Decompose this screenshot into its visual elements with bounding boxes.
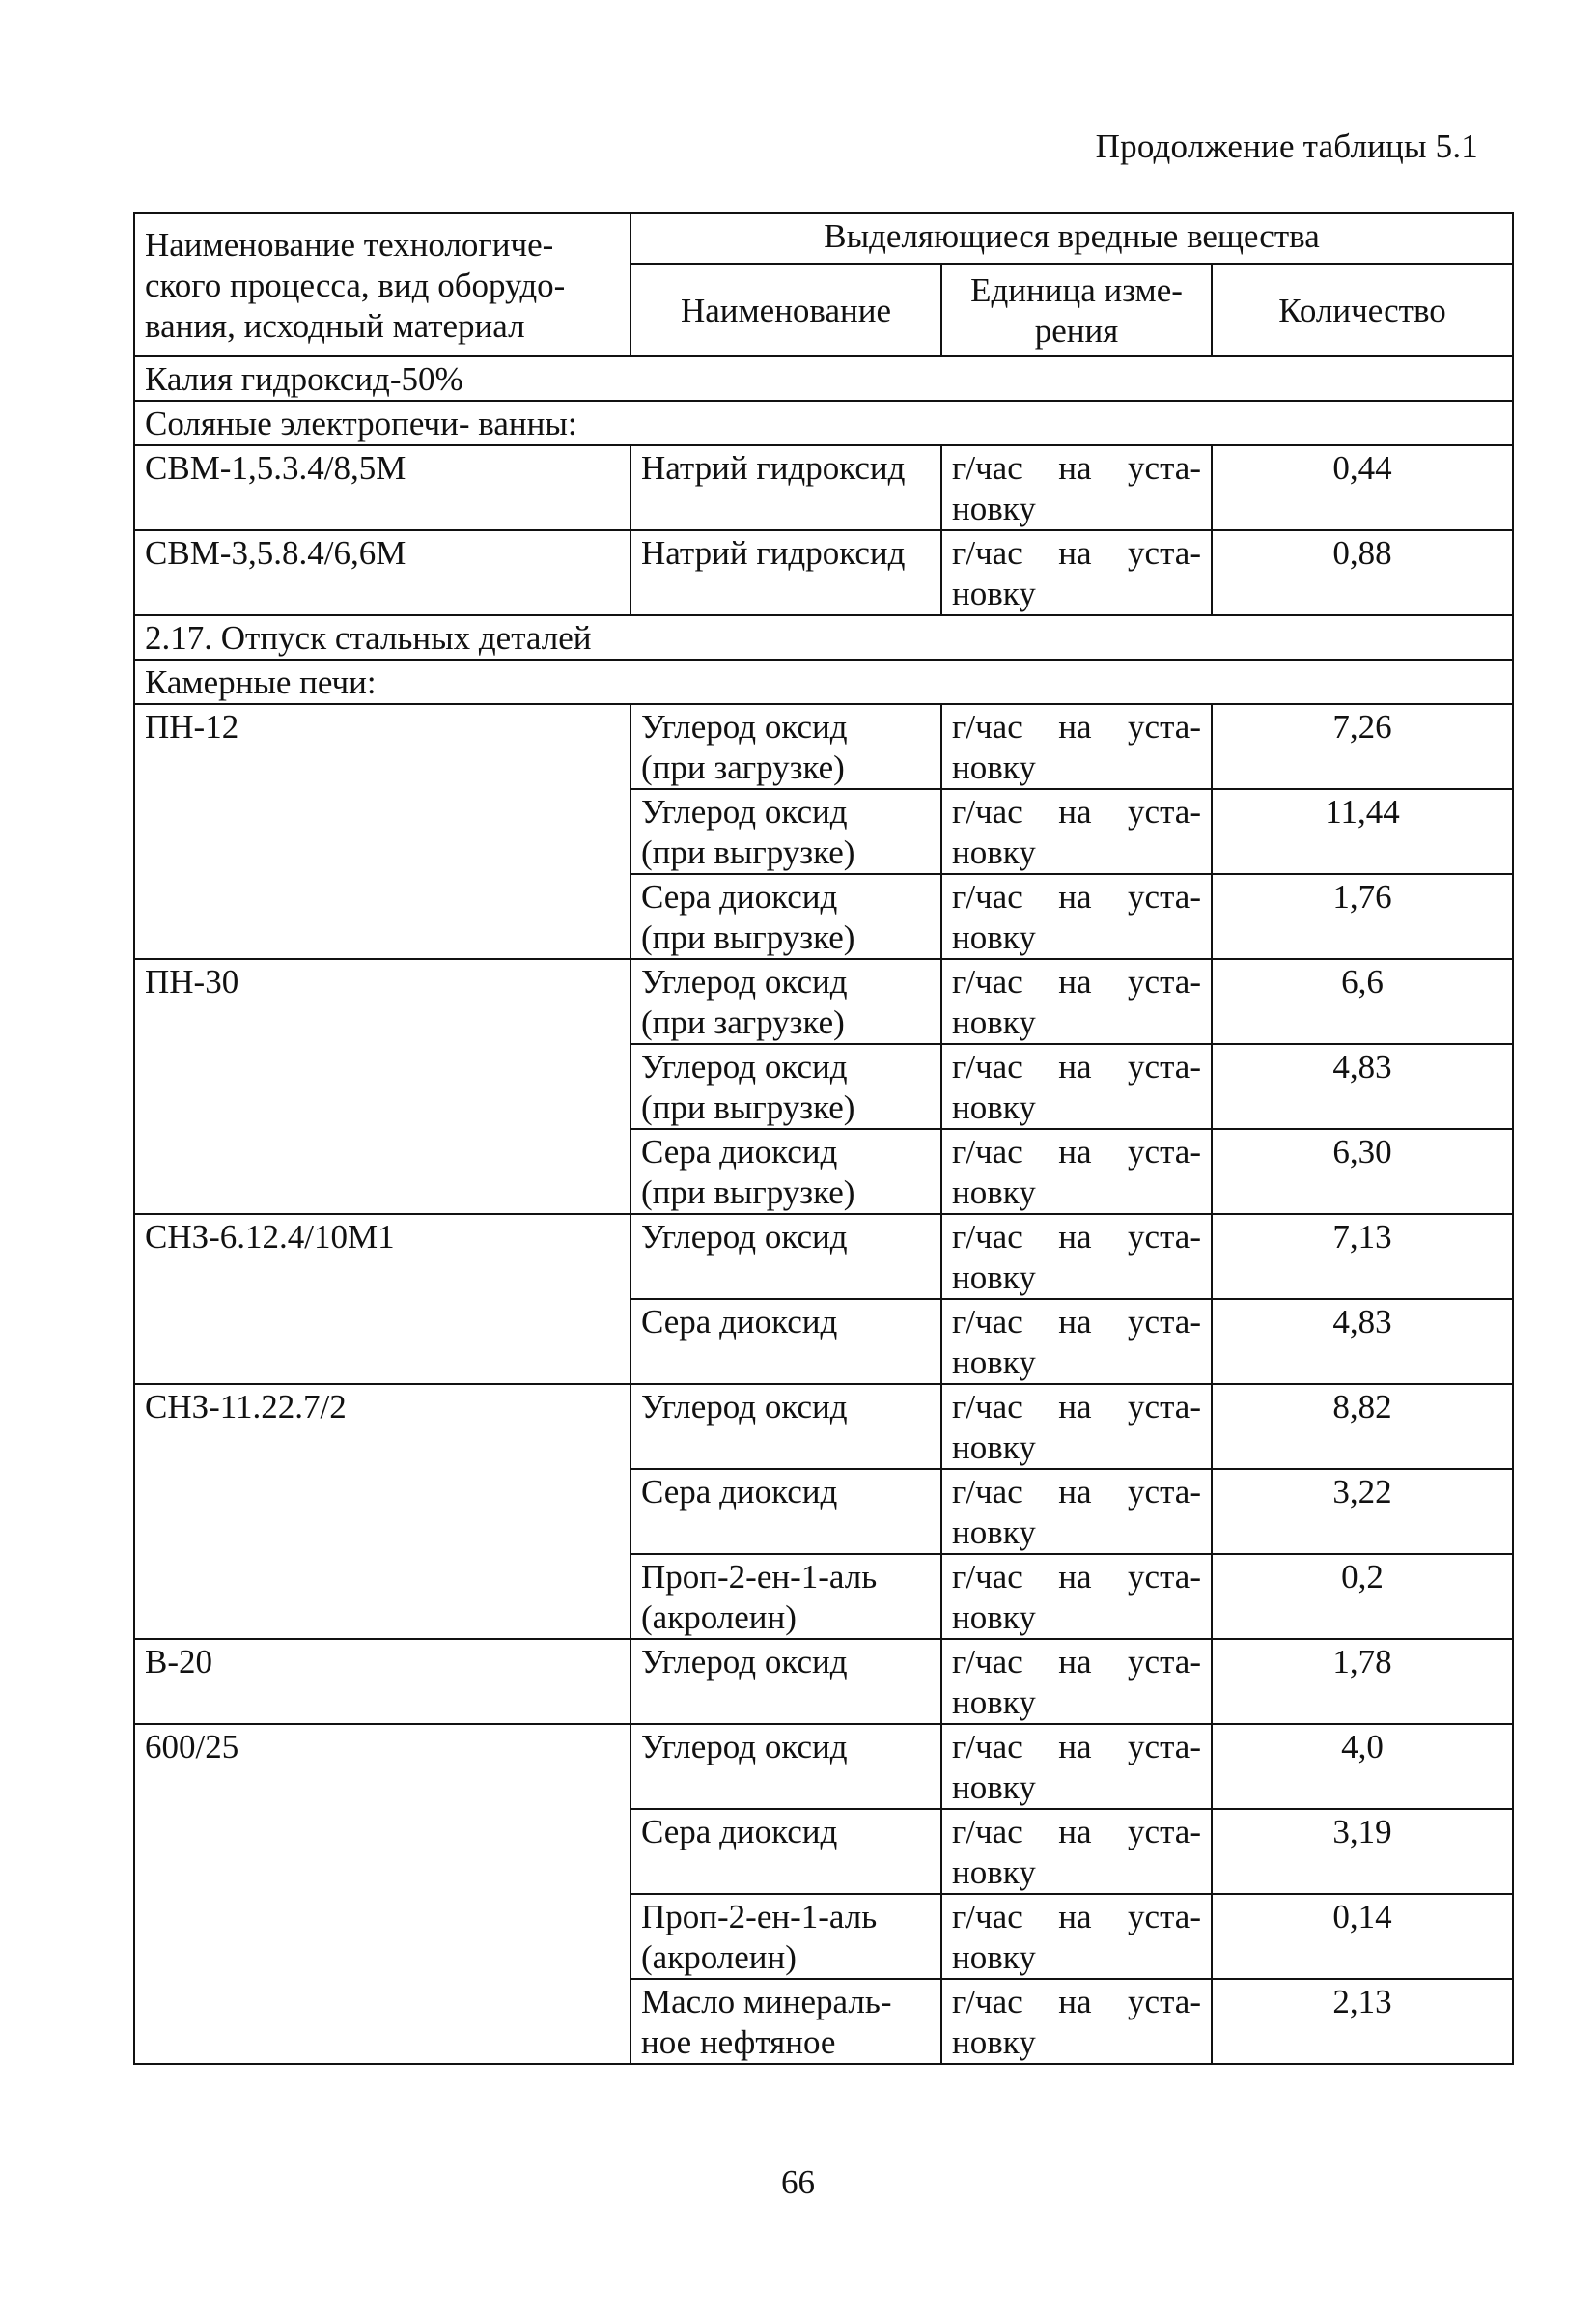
substance-line: (при выгрузке)	[641, 1173, 855, 1211]
unit-word: уста-	[1128, 878, 1201, 916]
table-row	[134, 704, 1513, 789]
unit-word: новку	[952, 1513, 1036, 1551]
unit-word: новку	[952, 1428, 1036, 1466]
substance-cell	[630, 1044, 941, 1129]
unit-line-1	[952, 448, 1201, 489]
unit-text	[952, 707, 1201, 788]
unit-word: г/час	[952, 1133, 1022, 1171]
quantity-cell: 0,44	[1212, 445, 1513, 530]
unit-word: на	[1058, 1388, 1092, 1426]
unit-line-1	[952, 533, 1201, 574]
unit-word: на	[1058, 449, 1092, 487]
unit-word: новку	[952, 490, 1036, 527]
unit-cell	[941, 1469, 1212, 1554]
quantity-cell: 8,82	[1212, 1384, 1513, 1469]
substance-line: Углерод оксид	[641, 1218, 848, 1256]
unit-word: уста-	[1128, 449, 1201, 487]
unit-line-1	[952, 1982, 1201, 2022]
unit-line-1	[952, 1132, 1201, 1172]
unit-text	[952, 1557, 1201, 1638]
unit-line-2	[952, 1087, 1201, 1128]
unit-text	[952, 1387, 1201, 1468]
unit-word: новку	[952, 1768, 1036, 1806]
substance-cell	[630, 1129, 941, 1214]
substance-line: Углерод оксид	[641, 793, 848, 831]
substance-cell	[630, 1299, 941, 1384]
quantity-cell: 4,0	[1212, 1724, 1513, 1809]
substance-line: Углерод оксид	[641, 1388, 848, 1426]
unit-word: уста-	[1128, 534, 1201, 572]
section-row	[134, 660, 1513, 704]
table-continuation-caption: Продолжение таблицы 5.1	[1095, 127, 1478, 165]
unit-word: уста-	[1128, 1728, 1201, 1765]
unit-word: уста-	[1128, 1133, 1201, 1171]
unit-cell	[941, 1979, 1212, 2064]
page-number: 66	[781, 2163, 815, 2201]
unit-line-2	[952, 1512, 1201, 1553]
unit-line-2	[952, 1257, 1201, 1298]
quantity-cell: 3,19	[1212, 1809, 1513, 1894]
header-process-line: Наименование технологиче-	[145, 226, 554, 264]
table-row	[134, 959, 1513, 1044]
unit-word: на	[1058, 878, 1092, 916]
unit-word: г/час	[952, 793, 1022, 831]
unit-word: г/час	[952, 1303, 1022, 1341]
substance-line: Масло минераль-	[641, 1983, 892, 2020]
quantity-cell: 1,76	[1212, 874, 1513, 959]
unit-word: г/час	[952, 1388, 1022, 1426]
unit-word: г/час	[952, 449, 1022, 487]
unit-word: новку	[952, 1088, 1036, 1126]
unit-cell	[941, 1384, 1212, 1469]
unit-word: уста-	[1128, 1218, 1201, 1256]
substance-cell	[630, 1214, 941, 1299]
quantity-cell: 0,14	[1212, 1894, 1513, 1979]
substance-cell: Натрий гидроксид	[630, 530, 941, 615]
header-unit-line: Единица изме-	[970, 271, 1183, 309]
unit-text	[952, 533, 1201, 614]
header-unit	[941, 264, 1212, 356]
unit-word: г/час	[952, 1983, 1022, 2020]
unit-text	[952, 1472, 1201, 1553]
unit-word: на	[1058, 793, 1092, 831]
equipment-cell: ПН-12	[134, 704, 630, 959]
unit-word: уста-	[1128, 1558, 1201, 1596]
unit-word: на	[1058, 1558, 1092, 1596]
unit-line-1	[952, 962, 1201, 1003]
substance-cell	[630, 704, 941, 789]
unit-word: г/час	[952, 534, 1022, 572]
table-row	[134, 1639, 1513, 1724]
quantity-cell: 0,88	[1212, 530, 1513, 615]
substance-cell: Натрий гидроксид	[630, 445, 941, 530]
equipment-cell: СВМ-3,5.8.4/6,6М	[134, 530, 630, 615]
unit-word: уста-	[1128, 1388, 1201, 1426]
quantity-cell: 3,22	[1212, 1469, 1513, 1554]
table-row	[134, 1384, 1513, 1469]
unit-text	[952, 1727, 1201, 1808]
unit-word: новку	[952, 1003, 1036, 1041]
unit-line-1	[952, 1557, 1201, 1597]
section-title: 2.17. Отпуск стальных деталей	[134, 615, 1513, 660]
unit-cell	[941, 704, 1212, 789]
unit-word: уста-	[1128, 1473, 1201, 1511]
unit-cell	[941, 789, 1212, 874]
substance-line: Проп-2-ен-1-аль	[641, 1898, 878, 1935]
unit-line-2	[952, 1937, 1201, 1978]
table-row	[134, 1724, 1513, 1809]
unit-text	[952, 1897, 1201, 1978]
unit-line-2	[952, 748, 1201, 788]
quantity-cell: 1,78	[1212, 1639, 1513, 1724]
unit-word: новку	[952, 833, 1036, 871]
unit-line-2	[952, 1767, 1201, 1808]
unit-word: новку	[952, 1683, 1036, 1721]
unit-word: г/час	[952, 1643, 1022, 1681]
substance-cell	[630, 1809, 941, 1894]
substance-line: (при выгрузке)	[641, 918, 855, 956]
unit-word: новку	[952, 1343, 1036, 1381]
substance-line: Сера диоксид	[641, 878, 838, 916]
unit-word: новку	[952, 748, 1036, 786]
substance-line: Углерод оксид	[641, 963, 848, 1001]
unit-word: г/час	[952, 708, 1022, 746]
unit-line-2	[952, 574, 1201, 614]
unit-line-1	[952, 707, 1201, 748]
unit-word: г/час	[952, 878, 1022, 916]
unit-text	[952, 877, 1201, 958]
substance-line: Сера диоксид	[641, 1813, 838, 1850]
unit-line-2	[952, 1342, 1201, 1383]
substance-line: (акролеин)	[641, 1938, 797, 1976]
unit-word: на	[1058, 1218, 1092, 1256]
unit-line-2	[952, 1597, 1201, 1638]
unit-word: на	[1058, 1728, 1092, 1765]
unit-word: уста-	[1128, 1898, 1201, 1935]
unit-cell	[941, 1299, 1212, 1384]
quantity-cell: 4,83	[1212, 1044, 1513, 1129]
table-row	[134, 1214, 1513, 1299]
header-quantity: Количество	[1212, 264, 1513, 356]
table-row	[134, 445, 1513, 530]
substance-cell	[630, 1979, 941, 2064]
equipment-cell: СВМ-1,5.3.4/8,5М	[134, 445, 630, 530]
unit-word: г/час	[952, 1813, 1022, 1850]
substance-line: (при выгрузке)	[641, 1088, 855, 1126]
substance-line: (при выгрузке)	[641, 833, 855, 871]
unit-word: новку	[952, 2023, 1036, 2061]
unit-word: на	[1058, 963, 1092, 1001]
unit-line-1	[952, 1217, 1201, 1257]
unit-cell	[941, 1724, 1212, 1809]
unit-word: на	[1058, 1898, 1092, 1935]
unit-word: на	[1058, 1048, 1092, 1086]
equipment-cell: 600/25	[134, 1724, 630, 2064]
unit-line-1	[952, 1387, 1201, 1427]
header-process	[134, 213, 630, 356]
header-process-line: ского процесса, вид оборудо-	[145, 267, 566, 304]
unit-line-2	[952, 1003, 1201, 1043]
unit-word: уста-	[1128, 1643, 1201, 1681]
header-unit-line: рения	[1034, 312, 1119, 350]
unit-line-2	[952, 1682, 1201, 1723]
unit-line-1	[952, 1472, 1201, 1512]
section-row	[134, 615, 1513, 660]
unit-text	[952, 448, 1201, 529]
unit-cell	[941, 1129, 1212, 1214]
unit-line-1	[952, 1812, 1201, 1852]
unit-word: новку	[952, 1258, 1036, 1296]
unit-word: г/час	[952, 1048, 1022, 1086]
quantity-cell: 6,30	[1212, 1129, 1513, 1214]
unit-word: на	[1058, 1473, 1092, 1511]
substance-line: ное нефтяное	[641, 2023, 836, 2061]
unit-text	[952, 792, 1201, 873]
substance-cell	[630, 789, 941, 874]
unit-cell	[941, 1554, 1212, 1639]
unit-word: уста-	[1128, 963, 1201, 1001]
table-row	[134, 530, 1513, 615]
unit-text	[952, 1642, 1201, 1723]
substance-line: Углерод оксид	[641, 1643, 848, 1681]
unit-line-2	[952, 2022, 1201, 2063]
unit-word: на	[1058, 1983, 1092, 2020]
unit-word: новку	[952, 1173, 1036, 1211]
unit-cell	[941, 530, 1212, 615]
section-title: Калия гидроксид-50%	[134, 356, 1513, 401]
unit-word: новку	[952, 1598, 1036, 1636]
unit-text	[952, 1302, 1201, 1383]
quantity-cell: 11,44	[1212, 789, 1513, 874]
substance-line: Проп-2-ен-1-аль	[641, 1558, 878, 1596]
unit-line-1	[952, 877, 1201, 918]
unit-text	[952, 962, 1201, 1043]
unit-text	[952, 1047, 1201, 1128]
unit-word: г/час	[952, 1558, 1022, 1596]
section-row	[134, 401, 1513, 445]
unit-cell	[941, 1639, 1212, 1724]
unit-word: новку	[952, 1853, 1036, 1891]
unit-word: на	[1058, 1133, 1092, 1171]
unit-word: на	[1058, 1643, 1092, 1681]
equipment-cell: СНЗ-11.22.7/2	[134, 1384, 630, 1639]
substance-line: (при загрузке)	[641, 748, 845, 786]
unit-line-2	[952, 833, 1201, 873]
unit-cell	[941, 1214, 1212, 1299]
unit-word: уста-	[1128, 1983, 1201, 2020]
substance-cell	[630, 1384, 941, 1469]
substance-line: (акролеин)	[641, 1598, 797, 1636]
unit-word: г/час	[952, 1218, 1022, 1256]
quantity-cell: 7,13	[1212, 1214, 1513, 1299]
substance-line: Сера диоксид	[641, 1303, 838, 1341]
substance-line: Углерод оксид	[641, 708, 848, 746]
quantity-cell: 4,83	[1212, 1299, 1513, 1384]
unit-word: уста-	[1128, 708, 1201, 746]
substance-cell	[630, 1554, 941, 1639]
quantity-cell: 0,2	[1212, 1554, 1513, 1639]
unit-word: уста-	[1128, 793, 1201, 831]
unit-line-2	[952, 1427, 1201, 1468]
unit-line-2	[952, 489, 1201, 529]
unit-line-1	[952, 1727, 1201, 1767]
substance-line: Сера диоксид	[641, 1473, 838, 1511]
unit-word: новку	[952, 1938, 1036, 1976]
unit-line-1	[952, 1642, 1201, 1682]
unit-word: уста-	[1128, 1813, 1201, 1850]
substance-line: (при загрузке)	[641, 1003, 845, 1041]
unit-cell	[941, 1044, 1212, 1129]
unit-text	[952, 1132, 1201, 1213]
unit-line-1	[952, 1047, 1201, 1087]
substance-cell	[630, 874, 941, 959]
header-name: Наименование	[630, 264, 941, 356]
substance-cell	[630, 1469, 941, 1554]
unit-cell	[941, 874, 1212, 959]
quantity-cell: 7,26	[1212, 704, 1513, 789]
unit-line-1	[952, 1302, 1201, 1342]
unit-word: на	[1058, 1813, 1092, 1850]
quantity-cell: 6,6	[1212, 959, 1513, 1044]
unit-word: на	[1058, 708, 1092, 746]
unit-cell	[941, 445, 1212, 530]
substance-line: Сера диоксид	[641, 1133, 838, 1171]
unit-word: г/час	[952, 963, 1022, 1001]
equipment-cell: В-20	[134, 1639, 630, 1724]
substance-cell	[630, 1639, 941, 1724]
header-substances-group: Выделяющиеся вредные вещества	[630, 213, 1513, 264]
emissions-table	[133, 212, 1514, 2065]
unit-cell	[941, 959, 1212, 1044]
unit-line-1	[952, 1897, 1201, 1937]
unit-word: г/час	[952, 1898, 1022, 1935]
section-title: Камерные печи:	[134, 660, 1513, 704]
unit-word: г/час	[952, 1728, 1022, 1765]
equipment-cell: ПН-30	[134, 959, 630, 1214]
unit-text	[952, 1982, 1201, 2063]
unit-word: уста-	[1128, 1303, 1201, 1341]
unit-word: на	[1058, 534, 1092, 572]
unit-cell	[941, 1809, 1212, 1894]
unit-line-1	[952, 792, 1201, 833]
header-row-1	[134, 213, 1513, 264]
unit-word: уста-	[1128, 1048, 1201, 1086]
unit-word: новку	[952, 575, 1036, 612]
unit-word: на	[1058, 1303, 1092, 1341]
substance-line: Углерод оксид	[641, 1048, 848, 1086]
unit-line-2	[952, 918, 1201, 958]
header-process-line: вания, исходный материал	[145, 307, 525, 345]
equipment-cell: СНЗ-6.12.4/10М1	[134, 1214, 630, 1384]
unit-word: новку	[952, 918, 1036, 956]
substance-cell	[630, 1724, 941, 1809]
unit-word: г/час	[952, 1473, 1022, 1511]
substance-cell	[630, 959, 941, 1044]
unit-text	[952, 1812, 1201, 1893]
unit-line-2	[952, 1172, 1201, 1213]
unit-line-2	[952, 1852, 1201, 1893]
section-row	[134, 356, 1513, 401]
unit-text	[952, 1217, 1201, 1298]
unit-cell	[941, 1894, 1212, 1979]
section-title: Соляные электропечи- ванны:	[134, 401, 1513, 445]
substance-cell	[630, 1894, 941, 1979]
substance-line: Углерод оксид	[641, 1728, 848, 1765]
quantity-cell: 2,13	[1212, 1979, 1513, 2064]
